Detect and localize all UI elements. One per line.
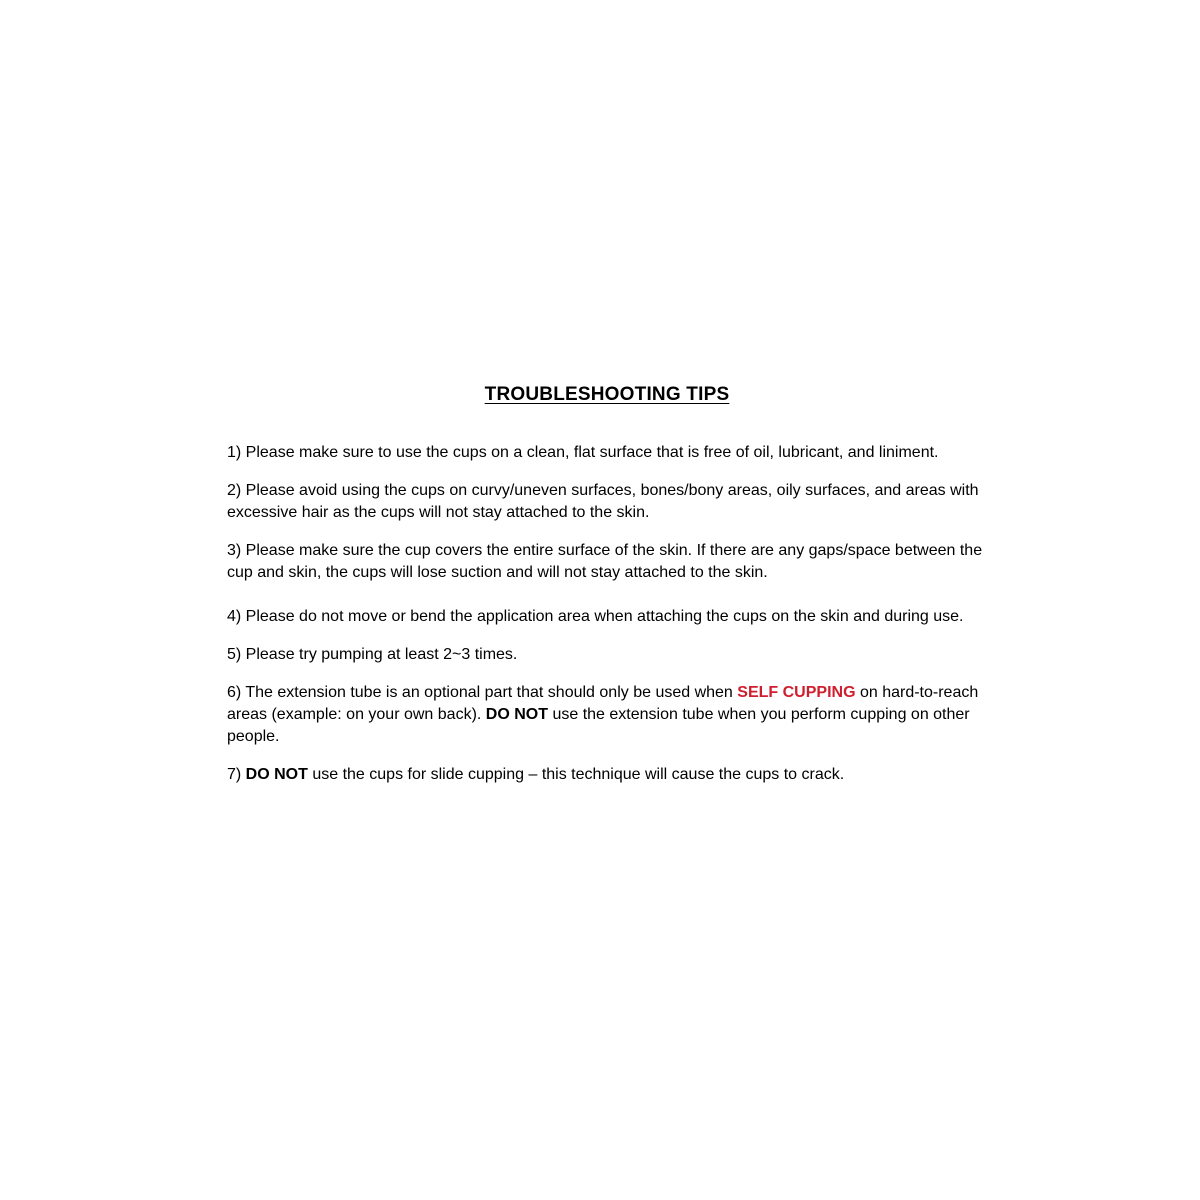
tip-text: use the cups for slide cupping – this technique will cause the cups to crack.	[307, 766, 845, 783]
tip-item-6	[227, 682, 987, 748]
tip-text: 2) Please avoid using the cups on curvy/uneven surfaces, bones/bony areas, oily surfaces, and areas with excessive hair as the cups will not stay attached to the skin.	[227, 482, 979, 521]
tip-text: 5) Please try pumping at least 2~3 times.	[227, 646, 518, 663]
tip-text: 6) The extension tube is an optional part that should only be used when	[227, 684, 738, 701]
tip-item-3	[227, 540, 987, 584]
tip-text: 3) Please make sure the cup covers the entire surface of the skin. If there are any gaps/space between the cup and skin, the cups will lose suction and will not stay attached to the skin.	[227, 542, 983, 581]
tip-item-2	[227, 480, 987, 524]
do-not-emphasis: DO NOT	[485, 706, 549, 723]
tip-item-7	[227, 764, 987, 786]
do-not-emphasis: DO NOT	[245, 766, 308, 783]
tip-item-4	[227, 606, 987, 628]
tip-item-5	[227, 644, 987, 666]
tip-text: on hard-to-reach areas (example: on your own back).	[227, 684, 979, 723]
tip-text: 4) Please do not move or bend the application area when attaching the cups on the skin and during use.	[227, 608, 964, 625]
tips-list	[227, 442, 987, 786]
tip-text: 1) Please make sure to use the cups on a clean, flat surface that is free of oil, lubricant, and liniment.	[227, 444, 939, 461]
tip-item-1	[227, 442, 987, 464]
document	[227, 384, 987, 802]
tip-text: use the extension tube when you perform cupping on other people.	[227, 706, 970, 745]
tip-text: 7)	[227, 766, 246, 783]
self-cupping-emphasis: SELF CUPPING	[737, 684, 856, 701]
page-title: TROUBLESHOOTING TIPS	[484, 384, 730, 405]
